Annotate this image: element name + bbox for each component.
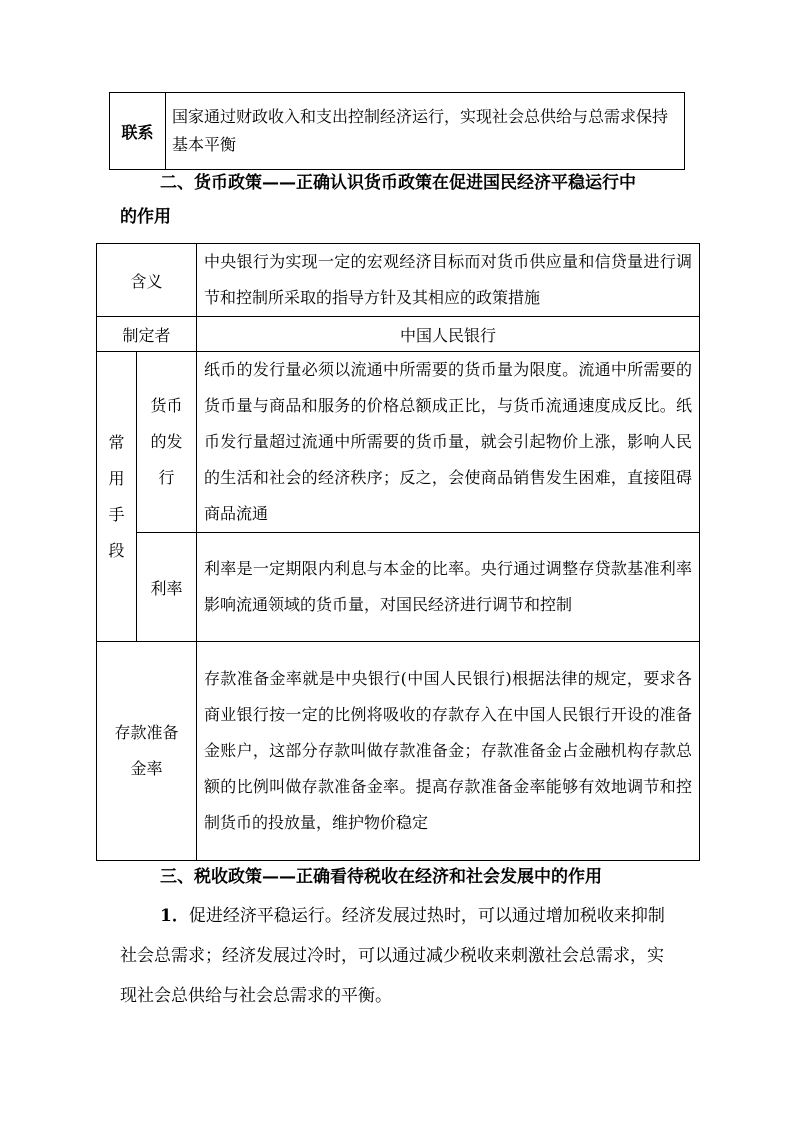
section2-heading-line2: 的作用: [120, 207, 171, 227]
link-text: 国家通过财政收入和支出控制经济运行，实现社会总供给与总需求保持基本平衡: [166, 93, 685, 170]
means-label: [97, 352, 137, 642]
table-row: [110, 93, 685, 170]
item1-text: 促进经济平稳运行。经济发展过热时，可以通过增加税收来抑制社会总需求；经济发展过冷时，可以通过减少税收来刺激社会总需求，实现社会总供给与社会总需求的平衡。: [120, 906, 665, 1006]
section3-item1: [120, 896, 680, 1016]
monetary-policy-table: [96, 243, 700, 861]
maker-label: 制定者: [97, 317, 197, 352]
reserve-label-line1: 存款准备: [114, 723, 179, 742]
reserve-text: 存款准备金率就是中央银行(中国人民银行)根据法律的规定，要求各商业银行按一定的比例将吸收的存款存入在中国人民银行开设的准备金账户，这部分存款叫做存款准备金；存款准备金占金融机构存款总额的比例叫做存款准备金率。提高存款准备金率能够有效地调节和控制货币的投放量，维护物价稳定: [197, 642, 700, 861]
issuance-label: 货币的发行: [137, 352, 197, 533]
issuance-text: 纸币的发行量必须以流通中所需要的货币量为限度。流通中所需要的货币量与商品和服务的价格总额成正比，与货币流通速度成反比。纸币发行量超过流通中所需要的货币量，就会引起物价上涨，影响人民的生活和社会的经济秩序；反之，会使商品销售发生困难，直接阻碍商品流通: [197, 352, 700, 533]
meaning-label: 含义: [97, 244, 197, 317]
reserve-label-line2: 金率: [130, 759, 163, 778]
maker-value: 中国人民银行: [197, 317, 700, 352]
interest-text: 利率是一定期限内利息与本金的比率。央行通过调整存贷款基准利率影响流通领域的货币量，对国民经济进行调节和控制: [197, 533, 700, 642]
table-row: [97, 317, 700, 352]
link-label: 联系: [110, 93, 166, 170]
table-row: [97, 244, 700, 317]
reserve-label: [97, 642, 197, 861]
meaning-text: 中央银行为实现一定的宏观经济目标而对货币供应量和信贷量进行调节和控制所采取的指导方针及其相应的政策措施: [197, 244, 700, 317]
table-row: [97, 533, 700, 642]
section2-heading-line1: 二、货币政策——正确认识货币政策在促进国民经济平稳运行中: [160, 173, 636, 193]
section3-heading: 三、税收政策——正确看待税收在经济和社会发展中的作用: [160, 867, 602, 887]
fiscal-link-table: [109, 92, 685, 170]
means-char-1: 常: [108, 432, 125, 452]
table-row: [97, 642, 700, 861]
means-char-4: 段: [108, 540, 125, 560]
means-char-2: 用: [108, 468, 125, 488]
interest-label: 利率: [137, 533, 197, 642]
means-char-3: 手: [108, 504, 125, 524]
table-row: [97, 352, 700, 533]
item1-number: 1．: [160, 906, 189, 926]
